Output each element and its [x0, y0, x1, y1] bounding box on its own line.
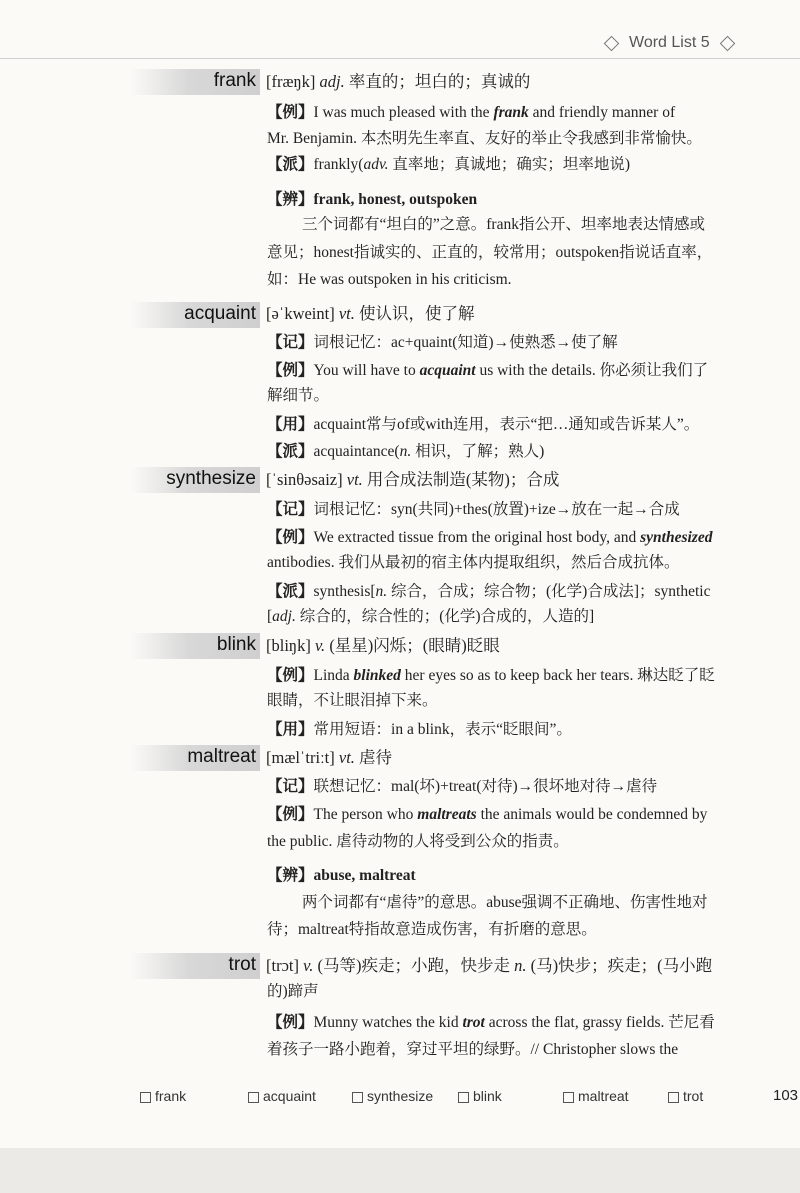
usage-blink: 【用】常用短语：in a blink，表示“眨眼间”。 — [267, 721, 572, 738]
example-maltreat: 【例】The person who maltreats the animals would be condemned by — [267, 806, 708, 823]
headword-tab-blink — [130, 633, 260, 659]
checklist-item-blink[interactable]: blink — [458, 1088, 502, 1104]
definition-frank: [fræŋk] adj. 率直的；坦白的；真诚的 — [266, 72, 531, 91]
checklist-item-maltreat[interactable]: maltreat — [563, 1088, 629, 1104]
distinction-frank: 【辨】frank, honest, outspoken — [267, 191, 478, 208]
distinction-maltreat-2: 待；maltreat特指故意造成伤害，有折磨的意思。 — [267, 921, 597, 938]
headword-tab-maltreat — [130, 745, 260, 771]
example-acquaint: 【例】You will have to acquaint us with the details. 你必须让我们了 — [267, 362, 709, 379]
example-frank-cont: Mr. Benjamin. 本杰明先生率直、友好的举止令我感到非常愉快。 — [267, 130, 702, 147]
example-trot: 【例】Munny watches the kid trot across the flat, grassy fields. 芒尼看 — [267, 1014, 715, 1031]
footer-checklist — [140, 1088, 800, 1110]
definition-trot-cont: 的)蹄声 — [267, 983, 319, 1000]
word-list-header — [600, 30, 800, 56]
memory-synthesize: 【记】词根记忆：syn(共同)+thes(放置)+ize→放在一起→合成 — [267, 501, 680, 518]
checkbox-icon[interactable] — [563, 1092, 574, 1103]
checklist-item-acquaint[interactable]: acquaint — [248, 1088, 316, 1104]
derivative-synthesize: 【派】synthesis[n. 综合，合成；综合物；(化学)合成法]；synthetic — [267, 583, 711, 600]
memory-maltreat: 【记】联想记忆：mal(坏)+treat(对待)→很坏地对待→虐待 — [267, 778, 658, 795]
example-maltreat-cont: the public. 虐待动物的人将受到公众的指责。 — [267, 833, 569, 850]
checklist-item-synthesize[interactable]: synthesize — [352, 1088, 433, 1104]
example-synthesize: 【例】We extracted tissue from the original host body, and synthesized — [267, 529, 713, 546]
distinction-maltreat-1: 两个词都有“虐待”的意思。abuse强调不正确地、伤害性地对 — [302, 894, 708, 911]
definition-trot: [trɔt] v. (马等)疾走；小跑，快步走 n. (马)快步；疾走；(马小跑 — [266, 956, 713, 975]
definition-maltreat: [mælˈtriːt] vt. 虐待 — [266, 748, 393, 767]
checklist-item-trot[interactable]: trot — [668, 1088, 703, 1104]
headword-tab-synthesize — [130, 467, 260, 493]
derivative-acquaint: 【派】acquaintance(n. 相识，了解；熟人) — [267, 443, 545, 460]
checkbox-icon[interactable] — [248, 1092, 259, 1103]
distinction-frank-1: 三个词都有“坦白的”之意。frank指公开、坦率地表达情感或 — [302, 216, 705, 233]
distinction-frank-3: 如：He was outspoken in his criticism. — [267, 271, 512, 288]
definition-acquaint: [əˈkweint] vt. 使认识，使了解 — [266, 304, 475, 323]
distinction-maltreat: 【辨】abuse, maltreat — [267, 867, 416, 884]
example-synthesize-cont: antibodies. 我们从最初的宿主体内提取组织，然后合成抗体。 — [267, 554, 680, 571]
example-trot-cont: 着孩子一路小跑着，穿过平坦的绿野。// Christopher slows the — [267, 1041, 679, 1058]
headword-maltreat: maltreat — [187, 746, 256, 767]
header-divider — [0, 58, 800, 59]
word-list-title: Word List 5 — [629, 34, 710, 51]
headword-tab-trot — [130, 953, 260, 979]
checklist-item-frank[interactable]: frank — [140, 1088, 186, 1104]
derivative-synthesize-cont: [adj. 综合的，综合性的；(化学)合成的，人造的] — [267, 608, 595, 625]
definition-blink: [bliŋk] v. (星星)闪烁；(眼睛)眨眼 — [266, 636, 500, 655]
derivative-frank: 【派】frankly(adv. 直率地；真诚地；确实；坦率地说) — [267, 156, 631, 173]
page-number: 103 — [773, 1087, 799, 1104]
headword-synthesize: synthesize — [166, 468, 256, 489]
example-acquaint-cont: 解细节。 — [267, 387, 330, 404]
distinction-frank-2: 意见；honest指诚实的、正直的，较常用；outspoken指说话直率， — [267, 244, 713, 261]
diamond-left-icon — [604, 35, 620, 51]
checkbox-icon[interactable] — [668, 1092, 679, 1103]
example-blink-cont: 眼睛，不让眼泪掉下来。 — [267, 692, 438, 709]
definition-synthesize: [ˈsinθəsaiz] vt. 用合成法制造(某物)；合成 — [266, 470, 560, 489]
headword-tab-frank — [130, 69, 260, 95]
headword-trot: trot — [228, 954, 256, 975]
diamond-right-icon — [719, 35, 735, 51]
checkbox-icon[interactable] — [140, 1092, 151, 1103]
headword-frank: frank — [213, 70, 256, 91]
headword-blink: blink — [216, 634, 256, 655]
example-blink: 【例】Linda blinked her eyes so as to keep back her tears. 琳达眨了眨 — [267, 667, 715, 684]
memory-acquaint: 【记】词根记忆：ac+quaint(知道)→使熟悉→使了解 — [267, 334, 618, 351]
usage-acquaint: 【用】acquaint常与of或with连用，表示“把…通知或告诉某人”。 — [267, 416, 700, 433]
headword-tab-acquaint — [130, 302, 260, 328]
headword-acquaint: acquaint — [184, 303, 256, 324]
checkbox-icon[interactable] — [352, 1092, 363, 1103]
example-frank: 【例】I was much pleased with the frank and friendly manner of — [267, 104, 676, 121]
checkbox-icon[interactable] — [458, 1092, 469, 1103]
